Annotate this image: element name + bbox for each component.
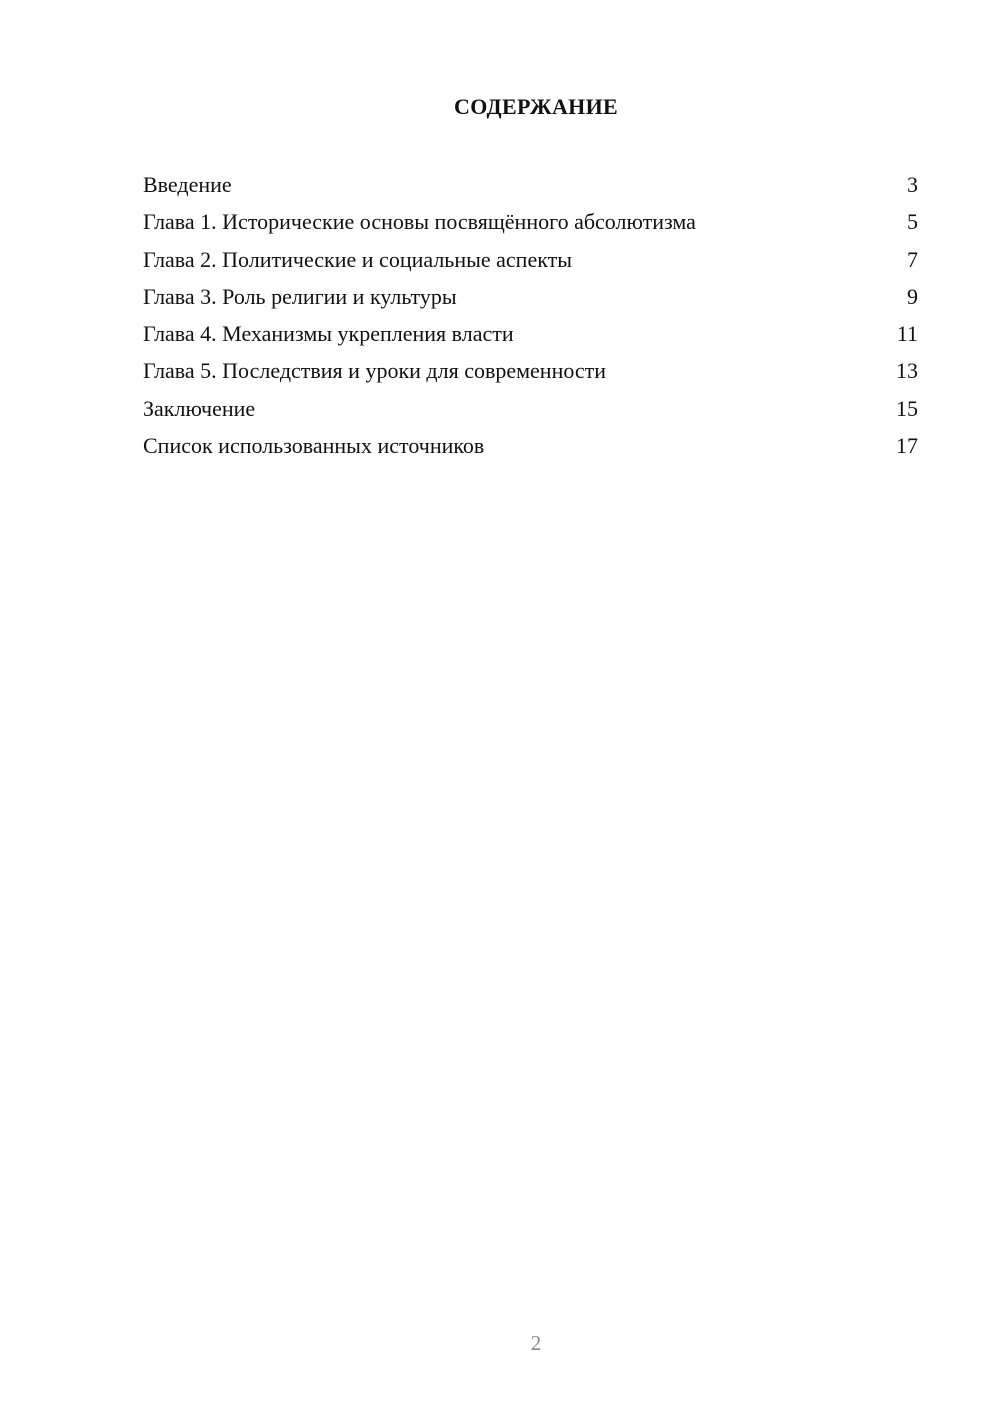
toc-item-page: 7 <box>907 246 918 272</box>
toc-item-chapter-4 <box>143 317 918 354</box>
toc-item-label: Глава 4. Механизмы укрепления власти <box>143 321 514 347</box>
toc-item-conclusion <box>143 392 918 429</box>
toc-item-chapter-3 <box>143 280 918 317</box>
toc-item-chapter-1 <box>143 205 918 242</box>
toc-item-introduction <box>143 168 918 205</box>
toc-item-page: 17 <box>896 433 918 459</box>
toc-item-references <box>143 429 918 466</box>
toc-item-label: Глава 3. Роль религии и культуры <box>143 283 457 309</box>
table-of-contents <box>143 168 918 466</box>
toc-item-page: 3 <box>907 172 918 197</box>
page-title: СОДЕРЖАНИЕ <box>454 94 618 119</box>
toc-item-page: 13 <box>896 358 918 384</box>
toc-item-chapter-5 <box>143 354 918 391</box>
toc-item-label: Глава 5. Последствия и уроки для современности <box>143 358 607 384</box>
toc-item-page: 5 <box>907 209 918 235</box>
toc-item-chapter-2 <box>143 243 918 280</box>
toc-item-label: Глава 2. Политические и социальные аспекты <box>143 246 573 272</box>
toc-item-label: Заключение <box>143 395 256 421</box>
toc-item-label: Введение <box>143 172 232 197</box>
toc-item-label: Список использованных источников <box>143 433 485 459</box>
toc-item-page: 9 <box>907 283 918 309</box>
toc-item-page: 11 <box>896 321 918 347</box>
page-number: 2 <box>530 1331 542 1355</box>
toc-item-label: Глава 1. Исторические основы посвящённого абсолютизма <box>143 209 696 235</box>
toc-item-page: 15 <box>896 395 918 421</box>
